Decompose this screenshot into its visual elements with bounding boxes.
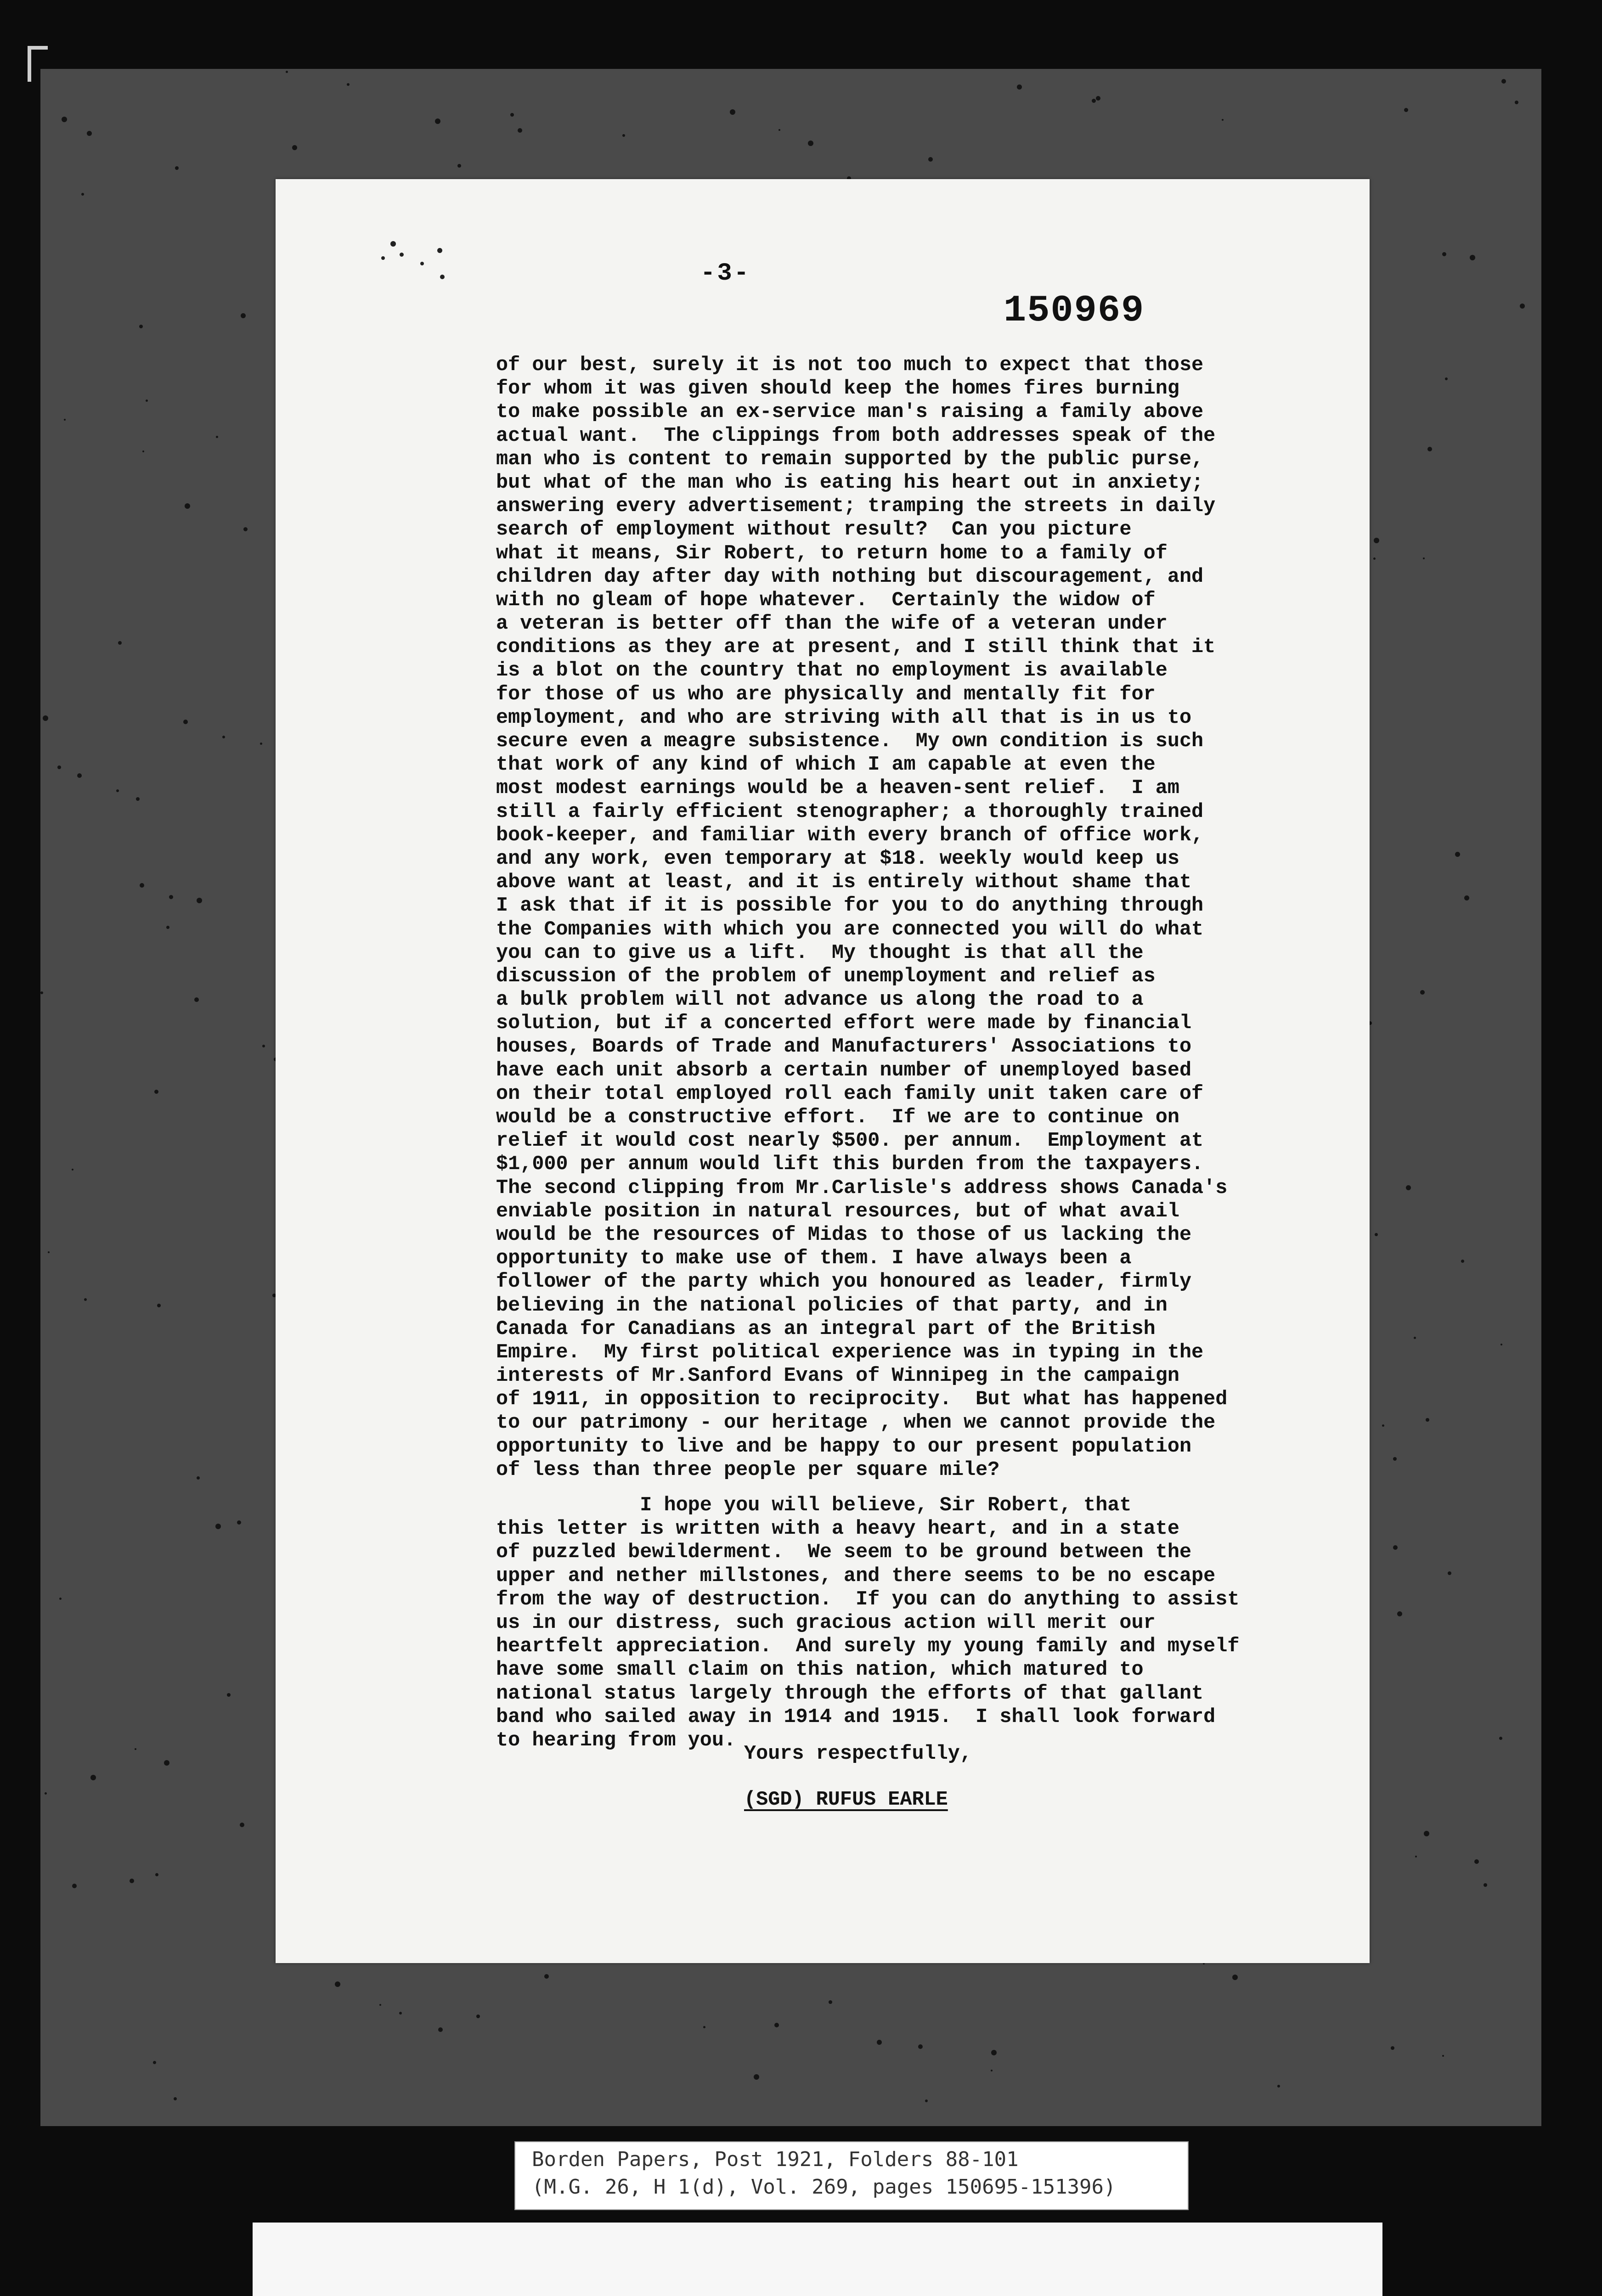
letter-line: of 1911, in opposition to reciprocity. But what has happened xyxy=(496,1388,1228,1411)
paragraph-2 xyxy=(496,1494,1359,1752)
film-speck xyxy=(829,2000,832,2004)
film-speck xyxy=(1426,1418,1429,1422)
letter-line: interests of Mr.Sanford Evans of Winnipeg in the campaign xyxy=(496,1365,1179,1388)
film-speck xyxy=(164,1760,169,1766)
letter-line: answering every advertisement; tramping the streets in daily xyxy=(496,495,1216,518)
letter-line: discussion of the problem of unemployment and relief as xyxy=(496,965,1156,988)
film-speck xyxy=(1448,1571,1451,1575)
film-speck xyxy=(183,720,188,724)
letter-line: band who sailed away in 1914 and 1915. I shall look forward xyxy=(496,1705,1216,1728)
letter-line: a veteran is better off than the wife of a veteran under xyxy=(496,613,1168,636)
film-speck xyxy=(1375,1233,1378,1236)
film-speck xyxy=(174,2097,177,2100)
letter-line: Canada for Canadians as an integral part of the British xyxy=(496,1317,1156,1340)
film-speck xyxy=(237,1520,241,1525)
punch-mark xyxy=(400,253,404,257)
film-speck xyxy=(1470,255,1475,260)
film-speck xyxy=(1373,557,1376,560)
reference-line-1: Borden Papers, Post 1921, Folders 88-101 xyxy=(532,2148,1019,2171)
film-speck xyxy=(154,1090,158,1094)
film-speck xyxy=(1404,108,1408,112)
film-speck xyxy=(1222,119,1224,121)
film-speck xyxy=(1442,252,1446,256)
film-speck xyxy=(140,883,144,888)
paragraph-1 xyxy=(496,354,1359,1482)
letter-line: us in our distress, such gracious action will merit our xyxy=(496,1611,1156,1634)
letter-line: The second clipping from Mr.Carlisle's address shows Canada's xyxy=(496,1176,1228,1199)
letter-line: national status largely through the efforts of that gallant xyxy=(496,1682,1204,1705)
letter-line: employment, and who are striving with all that is in us to xyxy=(496,706,1192,729)
letter-line: believing in the national policies of that party, and in xyxy=(496,1294,1168,1317)
film-speck xyxy=(918,2044,923,2049)
closing-line: Yours respectfully, xyxy=(744,1743,972,1765)
letter-line: follower of the party which you honoured as leader, firmly xyxy=(496,1271,1192,1294)
letter-line: to make possible an ex-service man's raising a family above xyxy=(496,401,1204,424)
letter-line: solution, but if a concerted effort were made by financial xyxy=(496,1012,1192,1035)
letter-line: would be the resources of Midas to those of us lacking the xyxy=(496,1223,1192,1246)
letter-line: from the way of destruction. If you can do anything to assist xyxy=(496,1588,1240,1611)
film-speck xyxy=(1406,1185,1411,1190)
letter-line: book-keeper, and familiar with every branch of office work, xyxy=(496,824,1204,847)
film-speck xyxy=(347,83,350,86)
film-speck xyxy=(116,789,119,792)
film-speck xyxy=(118,641,122,645)
film-speck xyxy=(1455,852,1460,857)
film-speck xyxy=(1017,84,1022,90)
film-speck xyxy=(622,134,625,137)
film-speck xyxy=(1374,538,1379,543)
letter-line: conditions as they are at present, and I still think that it xyxy=(496,636,1216,659)
film-speck xyxy=(1092,99,1096,103)
letter-body xyxy=(496,354,1359,1752)
film-speck xyxy=(194,997,199,1002)
film-speck xyxy=(64,419,66,421)
film-speck xyxy=(877,2040,882,2045)
film-speck xyxy=(1397,1611,1402,1616)
letter-line: to our patrimony - our heritage , when we cannot provide the xyxy=(496,1412,1216,1435)
paragraph-gap xyxy=(496,1482,1359,1494)
film-speck xyxy=(1393,1457,1397,1461)
punch-mark xyxy=(440,275,445,279)
film-speck xyxy=(379,2004,381,2006)
film-speck xyxy=(457,164,461,168)
film-speck xyxy=(1096,96,1100,101)
film-speck xyxy=(292,145,297,150)
punch-mark xyxy=(437,248,442,253)
film-speck xyxy=(166,926,169,929)
film-speck xyxy=(510,113,514,117)
film-speck xyxy=(81,193,84,196)
film-speck xyxy=(72,1884,77,1888)
film-speck xyxy=(1415,1856,1417,1857)
film-speck xyxy=(1515,101,1518,104)
letter-line: opportunity to live and be happy to our present population xyxy=(496,1435,1192,1458)
film-speck xyxy=(1232,1975,1238,1980)
film-speck xyxy=(175,166,179,170)
film-speck xyxy=(222,736,225,738)
film-speck xyxy=(1474,1859,1479,1864)
film-speck xyxy=(216,436,218,438)
film-speck xyxy=(754,2074,759,2080)
letter-line: a bulk problem will not advance us along the road to a xyxy=(496,989,1144,1012)
film-speck xyxy=(169,895,173,899)
signature-line: (SGD) RUFUS EARLE xyxy=(744,1789,948,1811)
film-speck xyxy=(87,131,92,136)
film-speck xyxy=(1501,79,1506,84)
letter-line: search of employment without result? Can you picture xyxy=(496,518,1132,541)
reference-label xyxy=(514,2141,1189,2210)
letter-line: I hope you will believe, Sir Robert, that xyxy=(496,1494,1132,1517)
film-speck xyxy=(45,1792,47,1795)
film-speck xyxy=(1424,1831,1429,1836)
film-speck xyxy=(139,325,143,328)
letter-line: actual want. The clippings from both addresses speak of the xyxy=(496,424,1216,447)
reference-line-2: (M.G. 26, H 1(d), Vol. 269, pages 150695-151396) xyxy=(532,2175,1116,2199)
film-speck xyxy=(286,71,288,73)
film-speck xyxy=(215,1524,221,1529)
film-speck xyxy=(778,129,780,131)
film-speck xyxy=(544,1974,549,1979)
letter-line: this letter is written with a heavy heart, and in a state xyxy=(496,1518,1179,1541)
film-speck xyxy=(40,991,43,994)
letter-line: for whom it was given should keep the homes fires burning xyxy=(496,377,1179,400)
letter-line: is a blot on the country that no employment is available xyxy=(496,659,1168,682)
film-speck xyxy=(155,1873,158,1876)
page-number: -3- xyxy=(700,259,751,287)
letter-line: and any work, even temporary at $18. weekly would keep us xyxy=(496,847,1179,870)
film-speck xyxy=(1382,1424,1384,1427)
film-speck xyxy=(153,2061,156,2064)
film-speck xyxy=(260,743,262,745)
letter-line: still a fairly efficient stenographer; a thoroughly trained xyxy=(496,800,1204,823)
film-speck xyxy=(1427,447,1432,451)
film-speck xyxy=(197,1476,200,1480)
letter-line: you can to give us a lift. My thought is that all the xyxy=(496,941,1144,964)
film-speck xyxy=(240,1823,244,1827)
letter-line: of our best, surely it is not too much to expect that those xyxy=(496,354,1204,377)
letter-line: secure even a meagre subsistence. My own condition is such xyxy=(496,730,1204,753)
film-speck xyxy=(1420,990,1425,995)
film-speck xyxy=(90,1775,96,1780)
film-speck xyxy=(991,2050,997,2055)
letter-line: for those of us who are physically and mentally fit for xyxy=(496,683,1156,706)
punch-mark xyxy=(390,241,396,247)
film-speck xyxy=(227,1693,231,1697)
film-speck xyxy=(72,1169,73,1171)
film-speck xyxy=(57,765,61,769)
film-speck xyxy=(1520,304,1525,309)
letter-line: above want at least, and it is entirely without shame that xyxy=(496,871,1192,894)
letter-line: of puzzled bewilderment. We seem to be ground between the xyxy=(496,1541,1192,1564)
film-speck xyxy=(135,1748,136,1750)
film-speck xyxy=(518,128,522,133)
film-speck xyxy=(241,313,246,318)
letter-line: houses, Boards of Trade and Manufacturers' Associations to xyxy=(496,1035,1192,1058)
film-speck xyxy=(476,2015,480,2018)
film-speck xyxy=(1461,1260,1464,1263)
film-speck xyxy=(703,2026,705,2028)
film-speck xyxy=(185,503,190,509)
film-speck xyxy=(808,141,813,146)
film-speck xyxy=(335,1981,340,1987)
letter-line: on their total employed roll each family unit taken care of xyxy=(496,1082,1204,1105)
film-speck xyxy=(928,157,933,162)
film-speck xyxy=(130,1879,134,1883)
film-speck xyxy=(146,400,148,402)
film-speck xyxy=(262,1045,265,1047)
film-speck xyxy=(84,1298,87,1301)
film-speck xyxy=(142,450,144,452)
film-speck xyxy=(48,1251,50,1253)
film-speck xyxy=(1391,2046,1394,2050)
film-speck xyxy=(157,1304,161,1307)
film-speck xyxy=(197,898,202,903)
film-speck xyxy=(243,527,248,531)
film-speck xyxy=(43,715,48,721)
film-speck xyxy=(399,2012,402,2015)
letter-line: have some small claim on this nation, which matured to xyxy=(496,1659,1144,1682)
film-speck xyxy=(925,2099,928,2102)
film-speck xyxy=(59,1598,62,1600)
letter-line: that work of any kind of which I am capable at even the xyxy=(496,754,1156,777)
film-speck xyxy=(991,2070,993,2071)
letter-line: but what of the man who is eating his heart out in anxiety; xyxy=(496,471,1204,494)
film-speck xyxy=(1464,895,1469,900)
letter-line: I ask that if it is possible for you to do anything through xyxy=(496,895,1204,917)
film-speck xyxy=(1484,1883,1487,1887)
letter-line: to hearing from you. xyxy=(496,1729,736,1752)
letter-line: would be a constructive effort. If we are to continue on xyxy=(496,1106,1179,1129)
letter-line: with no gleam of hope whatever. Certainly the widow of xyxy=(496,589,1156,612)
film-speck xyxy=(136,797,140,801)
letter-line: children day after day with nothing but discouragement, and xyxy=(496,565,1204,588)
film-speck xyxy=(435,118,440,124)
letter-line: heartfelt appreciation. And surely my young family and myself xyxy=(496,1635,1240,1658)
punch-mark xyxy=(420,262,424,265)
film-speck xyxy=(438,2027,443,2032)
film-speck xyxy=(62,117,67,122)
archive-card xyxy=(253,2223,1382,2296)
letter-line: relief it would cost nearly $500. per annum. Employment at xyxy=(496,1130,1204,1153)
film-speck xyxy=(1414,1337,1416,1339)
film-speck xyxy=(1277,2085,1280,2088)
letter-line: man who is content to remain supported by the public purse, xyxy=(496,448,1204,471)
letter-line: enviable position in natural resources, but of what avail xyxy=(496,1200,1179,1223)
letter-line: Empire. My first political experience was in typing in the xyxy=(496,1341,1204,1364)
film-speck xyxy=(1393,1545,1398,1550)
film-speck xyxy=(1499,1737,1502,1740)
film-speck xyxy=(77,773,82,778)
film-speck xyxy=(1500,1344,1502,1345)
film-speck xyxy=(1423,557,1425,559)
letter-line: upper and nether millstones, and there seems to be no escape xyxy=(496,1564,1216,1587)
letter-line: most modest earnings would be a heaven-sent relief. I am xyxy=(496,777,1179,800)
film-speck xyxy=(730,109,735,115)
film-speck xyxy=(774,2023,779,2027)
film-speck xyxy=(1442,2055,1444,2057)
letter-page xyxy=(276,179,1370,1963)
punch-mark xyxy=(381,256,385,260)
document-number: 150969 xyxy=(1004,289,1145,332)
letter-line: of less than three people per square mile? xyxy=(496,1458,1000,1481)
letter-line: what it means, Sir Robert, to return home to a family of xyxy=(496,542,1168,565)
film-speck xyxy=(1445,377,1448,380)
letter-line: have each unit absorb a certain number of unemployed based xyxy=(496,1059,1192,1082)
letter-line: opportunity to make use of them. I have always been a xyxy=(496,1247,1132,1270)
letter-line: the Companies with which you are connected you will do what xyxy=(496,918,1204,941)
letter-line: $1,000 per annum would lift this burden from the taxpayers. xyxy=(496,1153,1204,1176)
